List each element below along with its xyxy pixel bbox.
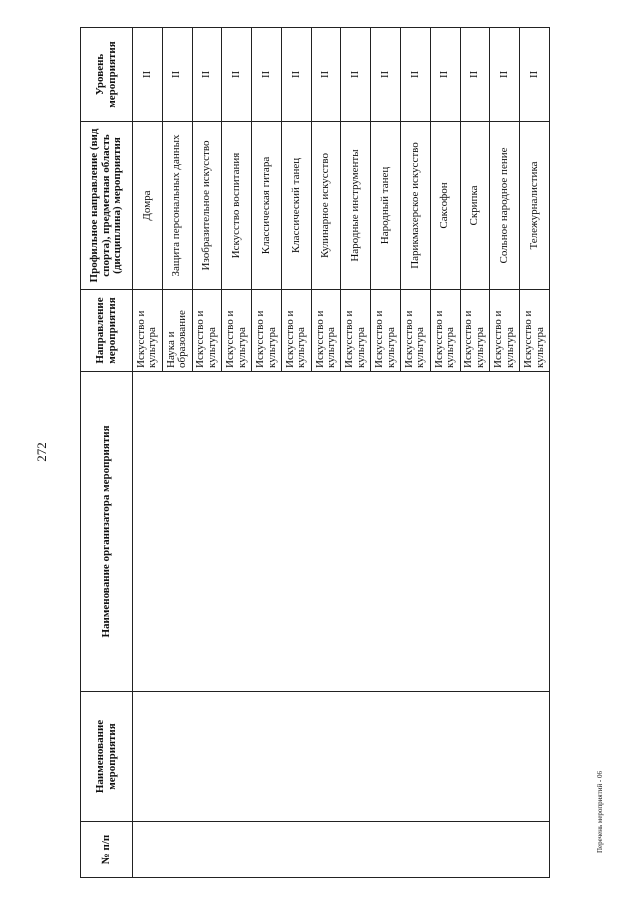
direction-cell: Искусство и культура [281,290,311,372]
level-cell: II [222,28,252,122]
level-cell: II [281,28,311,122]
direction-cell: Искусство и культура [371,290,401,372]
profile-cell: Изобразительное искусство [192,122,222,290]
level-cell: II [133,28,163,122]
profile-cell: Защита персональных данных [162,122,192,290]
profile-cell: Искусство воспитания [222,122,252,290]
direction-cell: Искусство и культура [252,290,282,372]
events-table [80,27,550,878]
level-cell: II [490,28,520,122]
page-number: 272 [34,442,49,462]
profile-cell: Народные инструменты [341,122,371,290]
direction-cell: Искусство и культура [192,290,222,372]
level-cell: II [252,28,282,122]
table-row [133,28,163,878]
profile-cell: Саксофон [430,122,460,290]
direction-cell: Искусство и культура [311,290,341,372]
profile-cell: Классическая гитара [252,122,282,290]
table-body [133,28,550,878]
direction-cell: Искусство и культура [490,290,520,372]
direction-cell: Искусство и культура [460,290,490,372]
name-cell [133,692,550,822]
profile-cell: Сольное народное пение [490,122,520,290]
table-container [80,28,550,878]
profile-cell: Классический танец [281,122,311,290]
profile-cell: Парикмахерское искусство [401,122,431,290]
direction-cell: Искусство и культура [341,290,371,372]
profile-cell: Народный танец [371,122,401,290]
header-level: Уровень мероприятия [81,28,133,122]
profile-cell: Тележурналистика [520,122,550,290]
num-cell [133,822,550,878]
level-cell: II [371,28,401,122]
table-header-row [81,28,133,878]
direction-cell: Искусство и культура [520,290,550,372]
organizer-cell [133,372,550,692]
level-cell: II [460,28,490,122]
direction-cell: Искусство и культура [430,290,460,372]
profile-cell: Кулинарное искусство [311,122,341,290]
direction-cell: Искусство и культура [222,290,252,372]
profile-cell: Домра [133,122,163,290]
header-name: Наименование мероприятия [81,692,133,822]
direction-cell: Наука и образование [162,290,192,372]
level-cell: II [311,28,341,122]
direction-cell: Искусство и культура [401,290,431,372]
rotated-table [80,28,550,878]
level-cell: II [162,28,192,122]
header-profile: Профильное направление (вид спорта), предметная область (дисциплина) мероприятия [81,122,133,290]
level-cell: II [192,28,222,122]
level-cell: II [520,28,550,122]
level-cell: II [401,28,431,122]
level-cell: II [341,28,371,122]
header-organizer: Наименование организатора мероприятия [81,372,133,692]
header-num: № п/п [81,822,133,878]
profile-cell: Скрипка [460,122,490,290]
footer-text: Перечень мероприятий - 06 [596,770,604,854]
level-cell: II [430,28,460,122]
direction-cell: Искусство и культура [133,290,163,372]
header-direction: Направление мероприятия [81,290,133,372]
